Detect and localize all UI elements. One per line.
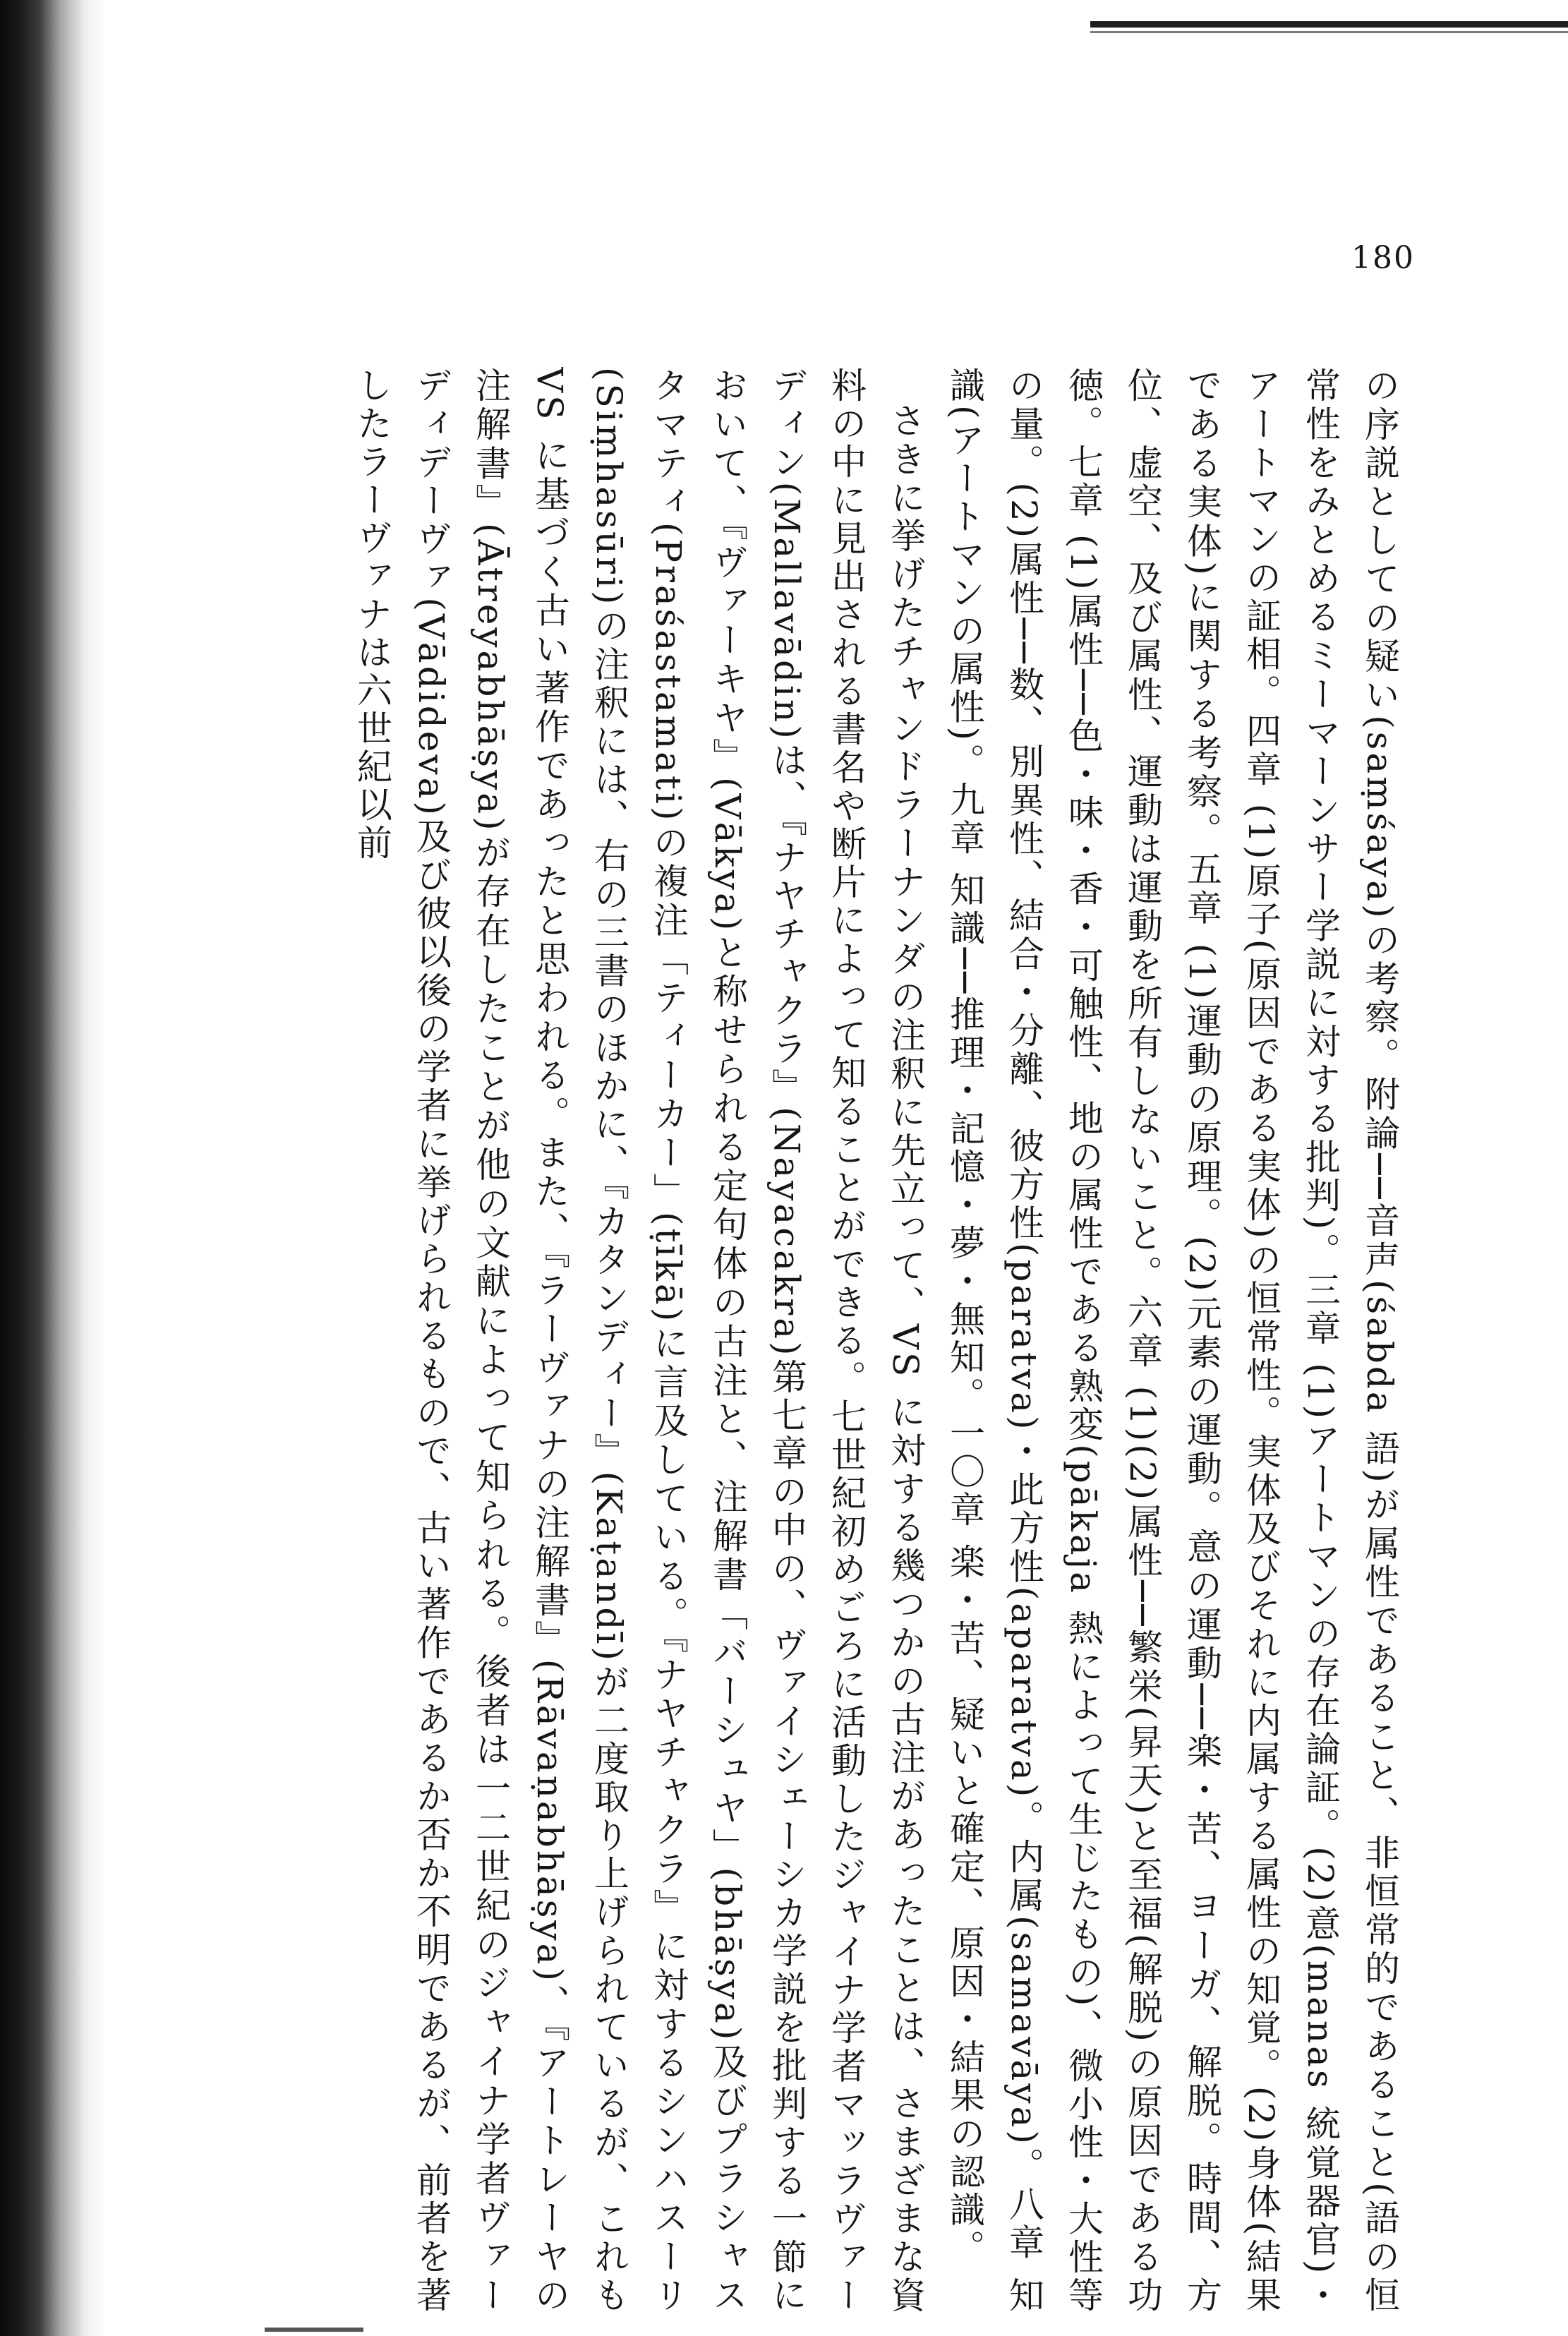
body-text xyxy=(68,367,1409,2315)
bottom-scan-mark xyxy=(265,2328,363,2332)
paragraph-chapter-summary: の序説としての疑い(saṃśaya)の考察。附論──音声(śabda 語)が属性であること、非恒常的であること(語の恒常性をみとめるミーマーンサー学説に対する批判)。三章 (1)アートマンの存在論証。(2)意(manas 統覚器官)・アートマンの証相。四章 (1)原子(原因である実体)の恒常性。実体及びそれに内属する属性の知覚。(2)身体(結果である実体)に関する考察。五章 (1)運動の原理。(2)元素の運動。意の運動──楽・苦、ヨーガ、解脱。時間、方位、虚空、及び属性、運動は運動を所有しないこと。六章 (1)(2)属性──繁栄(昇天)と至福(解脱)の原因である功徳。七章 (1)属性──色・味・香・可触性、地の属性である熟変(pākaja 熱によって生じたもの)、微小性・大性等の量。(2)属性──数、別異性、結合・分離、彼方性(paratva)・此方性(aparatva)。内属(samavāya)。八章 知識(アートマンの属性)。九章 知識──推理・記憶・夢・無知。一〇章 楽・苦、疑いと確定、原因・結果の認識。 xyxy=(944,367,1400,2315)
top-rule-thin xyxy=(1090,31,1568,33)
page-number: 180 xyxy=(1351,240,1415,276)
top-rule xyxy=(1090,21,1568,28)
paragraph-old-commentaries: さきに挙げたチャンドラーナンダの注釈に先立って、VS に対する幾つかの古注があったことは、さまざまな資料の中に見出される書名や断片によって知ることができる。七世紀初めごろに活動したジャイナ学者マッラヴァーディン(Mallavādin)は、『ナヤチャクラ』(Nayacakra)第七章の中の、ヴァイシェーシカ学説を批判する一節において、『ヴァーキヤ』(Vākya)と称せられる定句体の古注と、注解書「バーシュヤ」(bhāṣya)及びプラシャスタマティ(Praśastamati)の複注「ティーカー」(ṭīkā)に言及している。『ナヤチャクラ』に対するシンハスーリ(Siṃhasūri)の注釈には、右の三書のほかに、『カタンディー』(Kaṭandī)が二度取り上げられているが、これも VS に基づく古い著作であったと思われる。また、『ラーヴァナの注解書』(Rāvaṇabhāṣya)、『アートレーヤの注解書』(Ātreyabhāṣya)が存在したことが他の文献によって知られる。後者は一二世紀のジャイナ学者ヴァーディデーヴァ(Vādideva)及び彼以後の学者に挙げられるもので、古い著作であるか否か不明であるが、前者を著したラーヴァナは六世紀以前 xyxy=(351,367,926,2315)
